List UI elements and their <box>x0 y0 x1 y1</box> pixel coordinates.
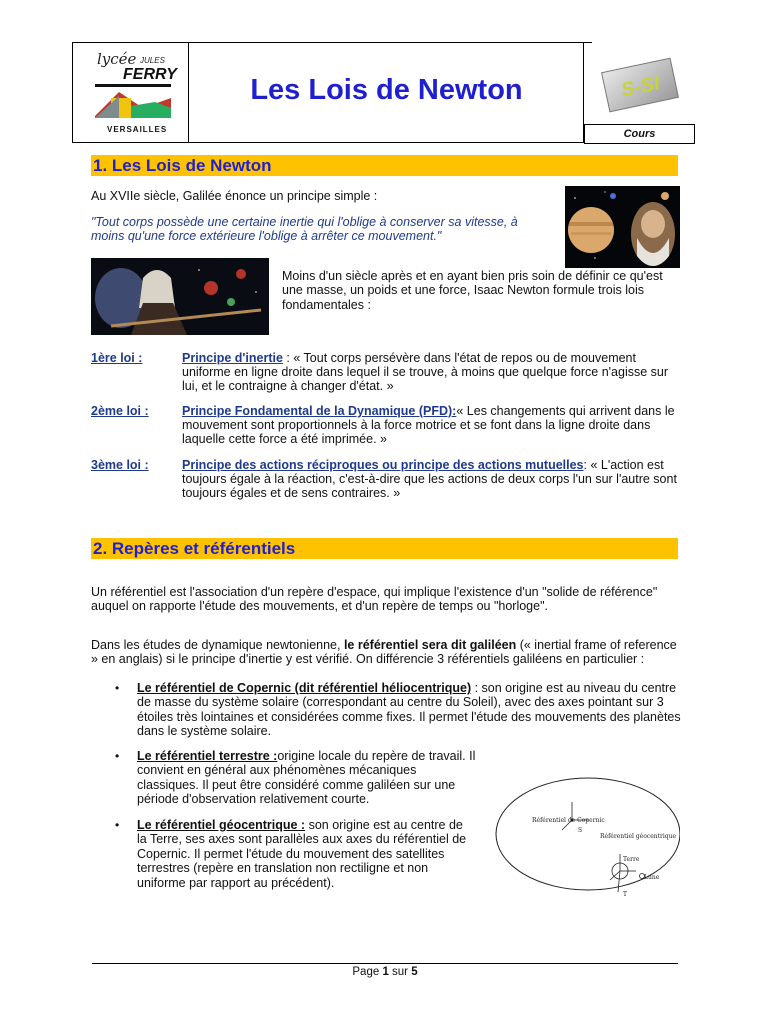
referentiel-definition: Un référentiel est l'association d'un repère d'espace, qui implique l'existence d'un "solide de référence" auquel on rapporte l'étude des mouvements, et d'un repère de temps ou "horloge". <box>91 585 658 614</box>
diagram-label-copernic: Référentiel de Copernic <box>532 817 605 824</box>
galilee-quote: "Tout corps possède une certaine inertie qui l'oblige à conserver sa vitesse, à moins qu'une force extérieure l'oblige à arrêter ce mouvement." <box>91 215 518 244</box>
law-3-text: Principe des actions réciproques ou principe des actions mutuelles: « L'action est toujours égale à la réaction, c'est-à-dire que les actions de deux corps l'un sur l'autre sont toujours égales et de sens contraires. » <box>182 458 677 501</box>
footer-divider <box>92 963 678 964</box>
logo-lycee-text: lycée <box>97 50 137 68</box>
law-2-label: 2ème loi : <box>91 404 149 418</box>
section-2-heading: 2. Repères et référentiels <box>91 538 678 559</box>
cours-label: Cours <box>584 124 695 144</box>
galileen-paragraph: Dans les études de dynamique newtonienne, le référentiel sera dit galiléen (« inertial frame of reference » en anglais) si le principe d'inertie y est vérifié. On différencie 3 référentiels galiléens en particulier : <box>91 638 677 667</box>
ssi-badge-text: S-SI <box>619 72 662 102</box>
intro-text: Au XVIIe siècle, Galilée énonce un principe simple : <box>91 189 378 203</box>
diagram-label-terre: Terre <box>623 856 640 863</box>
logo-jules-text: JULES <box>140 56 165 65</box>
law-1-label: 1ère loi : <box>91 351 143 365</box>
diagram-label-s: S <box>578 827 583 834</box>
law-2-name: Principe Fondamental de la Dynamique (PFD): <box>182 404 457 418</box>
logo-ferry-text: FERRY <box>123 66 177 83</box>
page-title: Les Lois de Newton <box>250 74 523 106</box>
bullet-geocentrique: Le référentiel géocentrique : son origine est au centre de la Terre, ses axes sont parallèles aux axes du référentiel de Copernic. Il permet l'étude du mouvement des satellites terrestres (repère en translation non rectiligne et non uniforme par rapport au précédent). <box>137 818 467 890</box>
newton-paragraph: Moins d'un siècle après et en ayant bien pris soin de définir ce qu'est une masse, un poids et une force, Isaac Newton formule trois lois fondamentales : <box>282 269 663 312</box>
bullet-dot: • <box>115 681 120 695</box>
bullet-dot: • <box>115 818 120 832</box>
bullet-copernic: Le référentiel de Copernic (dit référentiel héliocentrique) : son origine est au niveau du centre de masse du système solaire (correspondant au centre du Soleil), avec des axes pointant sur 3 étoiles très lointaines et considérées comme fixes. Il permet l'étude des mouvements des planètes dans le système solaire. <box>137 681 681 739</box>
bullet-dot: • <box>115 749 120 763</box>
law-3-name: Principe des actions réciproques ou principe des actions mutuelles <box>182 458 584 472</box>
referentiels-diagram <box>490 768 680 898</box>
diagram-label-geo: Référentiel géocentrique <box>600 833 677 840</box>
newton-image <box>91 258 269 335</box>
section-1-heading: 1. Les Lois de Newton <box>91 155 678 176</box>
bullet-terrestre: Le référentiel terrestre :origine locale du repère de travail. Il convient en général aux phénomènes mécaniques classiques. Il peut être considéré comme galiléen sur une période d'observation relativement courte. <box>137 749 476 807</box>
diagram-label-t: T <box>623 891 628 898</box>
diagram-label-lune: Lune <box>644 874 660 881</box>
law-1-text: Principe d'inertie : « Tout corps persévère dans l'état de repos ou de mouvement uniforme en ligne droite dans lequel il se trouve, à moins que quelque force n'agisse sur lui, et le contraigne à changer d'état. » <box>182 351 669 394</box>
law-1-name: Principe d'inertie <box>182 351 283 365</box>
lycee-logo <box>85 46 185 138</box>
logo-city-text: VERSAILLES <box>107 125 168 134</box>
header-topline <box>584 42 592 43</box>
galilee-image <box>565 186 680 268</box>
law-3-label: 3ème loi : <box>91 458 149 472</box>
ssi-badge <box>597 55 683 115</box>
page-number: Page 1 sur 5 <box>352 966 418 978</box>
law-2-text: Principe Fondamental de la Dynamique (PFD):« Les changements qui arrivent dans le mouvement sont proportionnels à la force motrice et se font dans la ligne droite dans laquelle cette force a été imprimée. » <box>182 404 675 447</box>
